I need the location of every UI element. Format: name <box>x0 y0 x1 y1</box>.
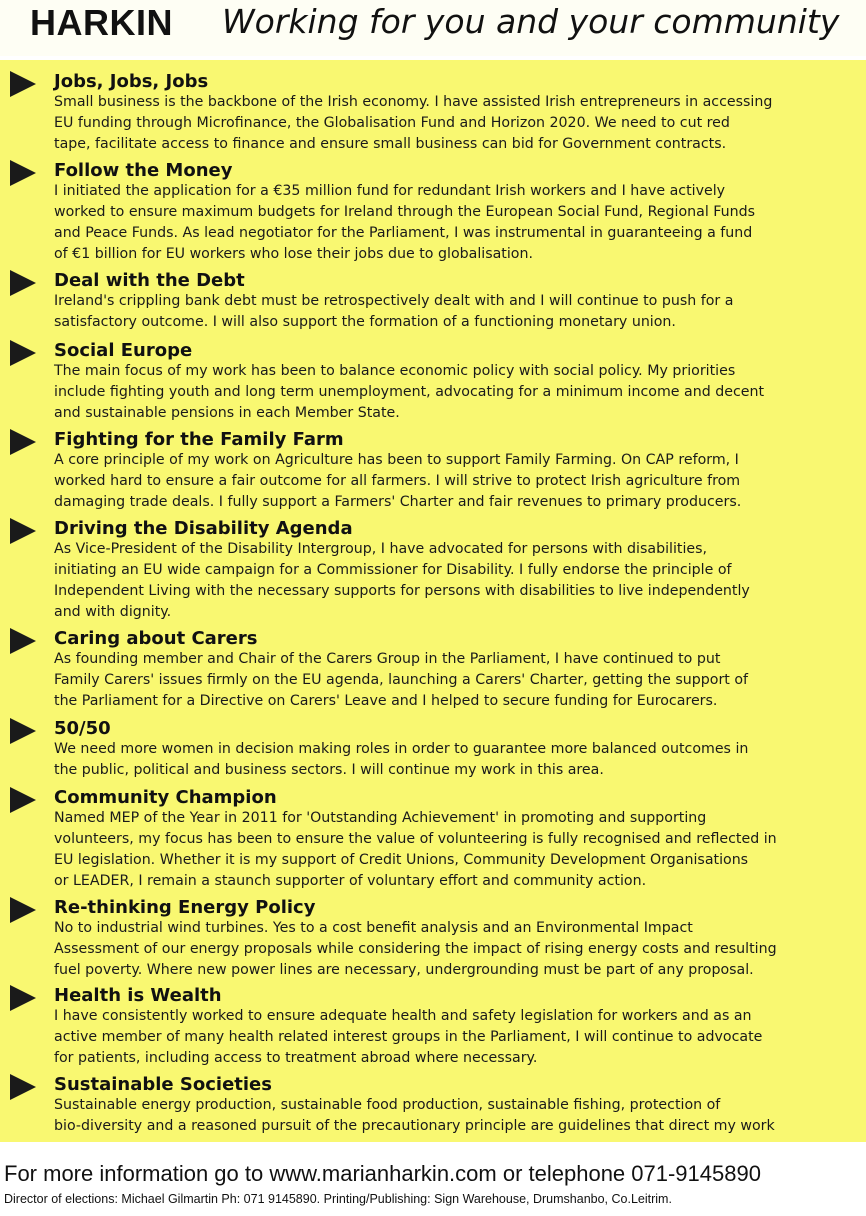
arrow-bullet-icon <box>10 429 36 455</box>
arrow-bullet-icon <box>10 340 36 366</box>
policy-title: Deal with the Debt <box>54 270 245 291</box>
policy-text-line: the Parliament for a Directive on Carers' Leave and I helped to secure funding for Eurocarers. <box>54 693 718 709</box>
policy-text-line: and Peace Funds. As lead negotiator for the Parliament, I was instrumental in guaranteeing a fund <box>54 225 753 241</box>
policy-text-line: No to industrial wind turbines. Yes to a cost benefit analysis and an Environmental Impact <box>54 920 693 936</box>
policy-text-line: Small business is the backbone of the Irish economy. I have assisted Irish entrepreneurs in accessing <box>54 94 773 110</box>
policy-title: Driving the Disability Agenda <box>54 518 353 539</box>
arrow-bullet-icon <box>10 71 36 97</box>
policy-text-line: As Vice-President of the Disability Intergroup, I have advocated for persons with disabilities, <box>54 541 708 557</box>
policy-text-line: Independent Living with the necessary supports for persons with disabilities to live independently <box>54 583 750 599</box>
policy-text-line: worked to ensure maximum budgets for Ireland through the European Social Fund, Regional Funds <box>54 204 756 220</box>
policy-title: Fighting for the Family Farm <box>54 429 344 450</box>
policy-text-line: We need more women in decision making roles in order to guarantee more balanced outcomes in <box>54 741 749 757</box>
footer-credit: Director of elections: Michael Gilmartin Ph: 071 9145890. Printing/Publishing: Sign Warehouse, Drumshanbo, Co.Leitrim. <box>4 1192 672 1206</box>
policy-text-line: damaging trade deals. I fully support a Farmers' Charter and fair revenues to primary producers. <box>54 494 742 510</box>
policy-title: Caring about Carers <box>54 628 258 649</box>
arrow-bullet-icon <box>10 518 36 544</box>
policy-text-line: fuel poverty. Where new power lines are necessary, undergrounding must be part of any proposal. <box>54 962 754 978</box>
policy-text-line: EU funding through Microfinance, the Globalisation Fund and Horizon 2020. We need to cut red <box>54 115 730 131</box>
policy-text-line: Sustainable energy production, sustainable food production, sustainable fishing, protection of <box>54 1097 721 1113</box>
policy-text-line: volunteers, my focus has been to ensure the value of volunteering is fully recognised and reflected in <box>54 831 777 847</box>
brand-name: HARKIN <box>30 2 173 43</box>
policy-text-line: worked hard to ensure a fair outcome for all farmers. I will strive to protect Irish agriculture from <box>54 473 741 489</box>
policy-title: Social Europe <box>54 340 193 361</box>
policy-text-line: include fighting youth and long term unemployment, advocating for a minimum income and decent <box>54 384 765 400</box>
arrow-bullet-icon <box>10 628 36 654</box>
policy-text-line: of €1 billion for EU workers who lose their jobs due to globalisation. <box>54 246 533 262</box>
policy-text-line: tape, facilitate access to finance and ensure small business can bid for Government contracts. <box>54 136 727 152</box>
policy-text-line: bio-diversity and a reasoned pursuit of the precautionary principle are guidelines that direct my work <box>54 1118 775 1134</box>
policy-text-line: and with dignity. <box>54 604 172 620</box>
policy-text-line: and sustainable pensions in each Member State. <box>54 405 400 421</box>
arrow-bullet-icon <box>10 160 36 186</box>
policy-title: Health is Wealth <box>54 985 222 1006</box>
policy-text-line: The main focus of my work has been to balance economic policy with social policy. My priorities <box>54 363 736 379</box>
arrow-bullet-icon <box>10 787 36 813</box>
policy-title: Community Champion <box>54 787 277 808</box>
footer-contact: For more information go to www.marianharkin.com or telephone 071-9145890 <box>4 1161 761 1186</box>
policy-text-line: or LEADER, I remain a staunch supporter of voluntary effort and community action. <box>54 873 647 889</box>
policy-text-line: I initiated the application for a €35 million fund for redundant Irish workers and I have actively <box>54 183 726 199</box>
policy-text-line: satisfactory outcome. I will also support the formation of a functioning monetary union. <box>54 314 676 330</box>
arrow-bullet-icon <box>10 270 36 296</box>
policy-text-line: Assessment of our energy proposals while considering the impact of rising energy costs and resulting <box>54 941 777 957</box>
arrow-bullet-icon <box>10 1074 36 1100</box>
tagline: Working for you and your community <box>222 2 840 41</box>
policy-text-line: initiating an EU wide campaign for a Commissioner for Disability. I fully endorse the principle of <box>54 562 732 578</box>
arrow-bullet-icon <box>10 985 36 1011</box>
policy-text-line: I have consistently worked to ensure adequate health and safety legislation for workers and as an <box>54 1008 752 1024</box>
policy-title: 50/50 <box>54 718 111 739</box>
policy-text-line: for patients, including access to treatment abroad where necessary. <box>54 1050 538 1066</box>
policy-text-line: Family Carers' issues firmly on the EU agenda, launching a Carers' Charter, getting the support of <box>54 672 749 688</box>
policy-text-line: A core principle of my work on Agriculture has been to support Family Farming. On CAP reform, I <box>54 452 739 468</box>
policy-title: Jobs, Jobs, Jobs <box>54 71 209 92</box>
policy-title: Re-thinking Energy Policy <box>54 897 316 918</box>
policy-text-line: EU legislation. Whether it is my support of Credit Unions, Community Development Organisations <box>54 852 749 868</box>
policy-text-line: Ireland's crippling bank debt must be retrospectively dealt with and I will continue to push for a <box>54 293 734 309</box>
policy-title: Sustainable Societies <box>54 1074 272 1095</box>
policy-text-line: the public, political and business sectors. I will continue my work in this area. <box>54 762 604 778</box>
policy-text-line: active member of many health related interest groups in the Parliament, I will continue to advocate <box>54 1029 763 1045</box>
arrow-bullet-icon <box>10 718 36 744</box>
arrow-bullet-icon <box>10 897 36 923</box>
header <box>0 0 866 56</box>
policy-text-line: As founding member and Chair of the Carers Group in the Parliament, I have continued to put <box>54 651 721 667</box>
policy-title: Follow the Money <box>54 160 233 181</box>
policy-text-line: Named MEP of the Year in 2011 for 'Outstanding Achievement' in promoting and supporting <box>54 810 707 826</box>
